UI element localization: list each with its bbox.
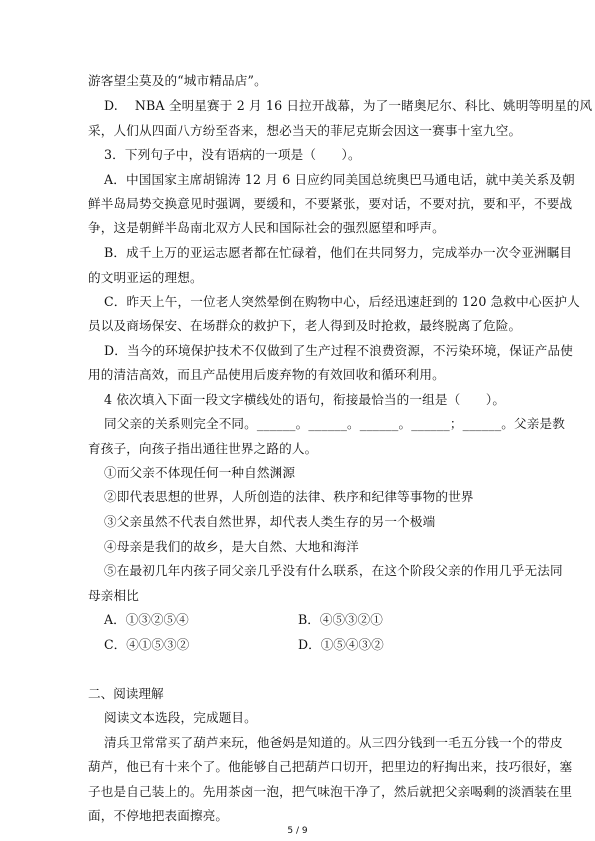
text-line: 员以及商场保安、在场群众的救护下，老人得到及时抢救，最终脱离了危险。 xyxy=(88,318,522,333)
text-line: 母亲相比 xyxy=(88,588,139,603)
text-line: ④母亲是我们的故乡，是大自然、大地和海洋 xyxy=(104,539,359,554)
text-line: 游客望尘莫及的“城市精品店”。 xyxy=(88,73,267,88)
reading-instruction: 阅读文本选段，完成题目。 xyxy=(104,710,257,725)
text-line: B．成千上万的亚运志愿者都在忙碌着，他们在共同努力，完成举办一次令亚洲瞩目 xyxy=(104,245,573,260)
page-number: 5 / 9 xyxy=(287,826,308,836)
text-line: 用的清洁高效，而且产品使用后废弃物的有效回收和循环利用。 xyxy=(88,367,445,382)
text-line: C．昨天上午，一位老人突然晕倒在购物中心，后经迅速赶到的 120 急救中心医护人 xyxy=(104,294,580,309)
reading-line: 葫芦，他已有十来个了。他能够自己把葫芦口切开，把里边的籽掏出来，技巧很好，塞 xyxy=(88,759,573,774)
text-line: ①而父亲不体现任何一种自然渊源 xyxy=(104,465,296,480)
option-b: B．④⑤③②① xyxy=(298,612,383,627)
text-line: ⑤在最初几年内孩子同父亲几乎没有什么联系，在这个阶段父亲的作用几乎无法同 xyxy=(104,563,563,578)
text-line: 的文明亚运的理想。 xyxy=(88,270,203,285)
reading-line: 子也是自己装上的。先用茶卤一泡，把气味泡干净了，然后就把父亲喝剩的淡酒装在里 xyxy=(88,784,573,799)
option-c: C．④①⑤③② xyxy=(104,637,190,652)
option-d: D．①⑤④③② xyxy=(298,637,384,652)
text-line: ②即代表思想的世界，人所创造的法律、秩序和纪律等事物的世界 xyxy=(104,489,474,504)
text-line: D. NBA 全明星赛于 2 月 16 日拉开战幕，为了一睹奥尼尔、科比、姚明等明星的风 xyxy=(104,98,593,113)
text-line: ③父亲虽然不代表自然世界，却代表人类生存的另一个极端 xyxy=(104,514,436,529)
text-line: 争，这是朝鲜半岛南北双方人民和国际社会的强烈愿望和呼声。 xyxy=(88,220,445,235)
text-line: A．中国国家主席胡锦涛 12 月 6 日应约同美国总统奥巴马通电话，就中美关系及朝 xyxy=(104,172,575,187)
text-line: 同父亲的关系则完全不同。______。______。______。______；______。父亲是教 xyxy=(104,416,566,431)
section-heading: 二、阅读理解 xyxy=(88,686,164,701)
reading-line: 清兵卫常常买了葫芦来玩，他爸妈是知道的。从三四分钱到一毛五分钱一个的带皮 xyxy=(104,735,563,750)
reading-line: 面，不停地把表面擦亮。 xyxy=(88,808,229,823)
question-3: 3．下列句子中，没有语病的一项是（ ）。 xyxy=(104,147,361,162)
text-line: 采，人们从四面八方纷至沓来，想必当天的菲尼克斯会因这一赛事十室九空。 xyxy=(88,123,522,138)
text-line: D．当今的环境保护技术不仅做到了生产过程不浪费资源，不污染环境，保证产品使 xyxy=(104,343,574,358)
text-line: 鲜半岛局势交换意见时强调，要缓和，不要紧张，要对话，不要对抗，要和平，不要战 xyxy=(88,196,573,211)
question-4: 4 依次填入下面一段文字横线处的语句，衔接最恰当的一组是（ ）。 xyxy=(104,392,506,407)
text-line: 育孩子，向孩子指出通往世界之路的人。 xyxy=(88,441,318,456)
option-a: A．①③②⑤④ xyxy=(104,612,189,627)
